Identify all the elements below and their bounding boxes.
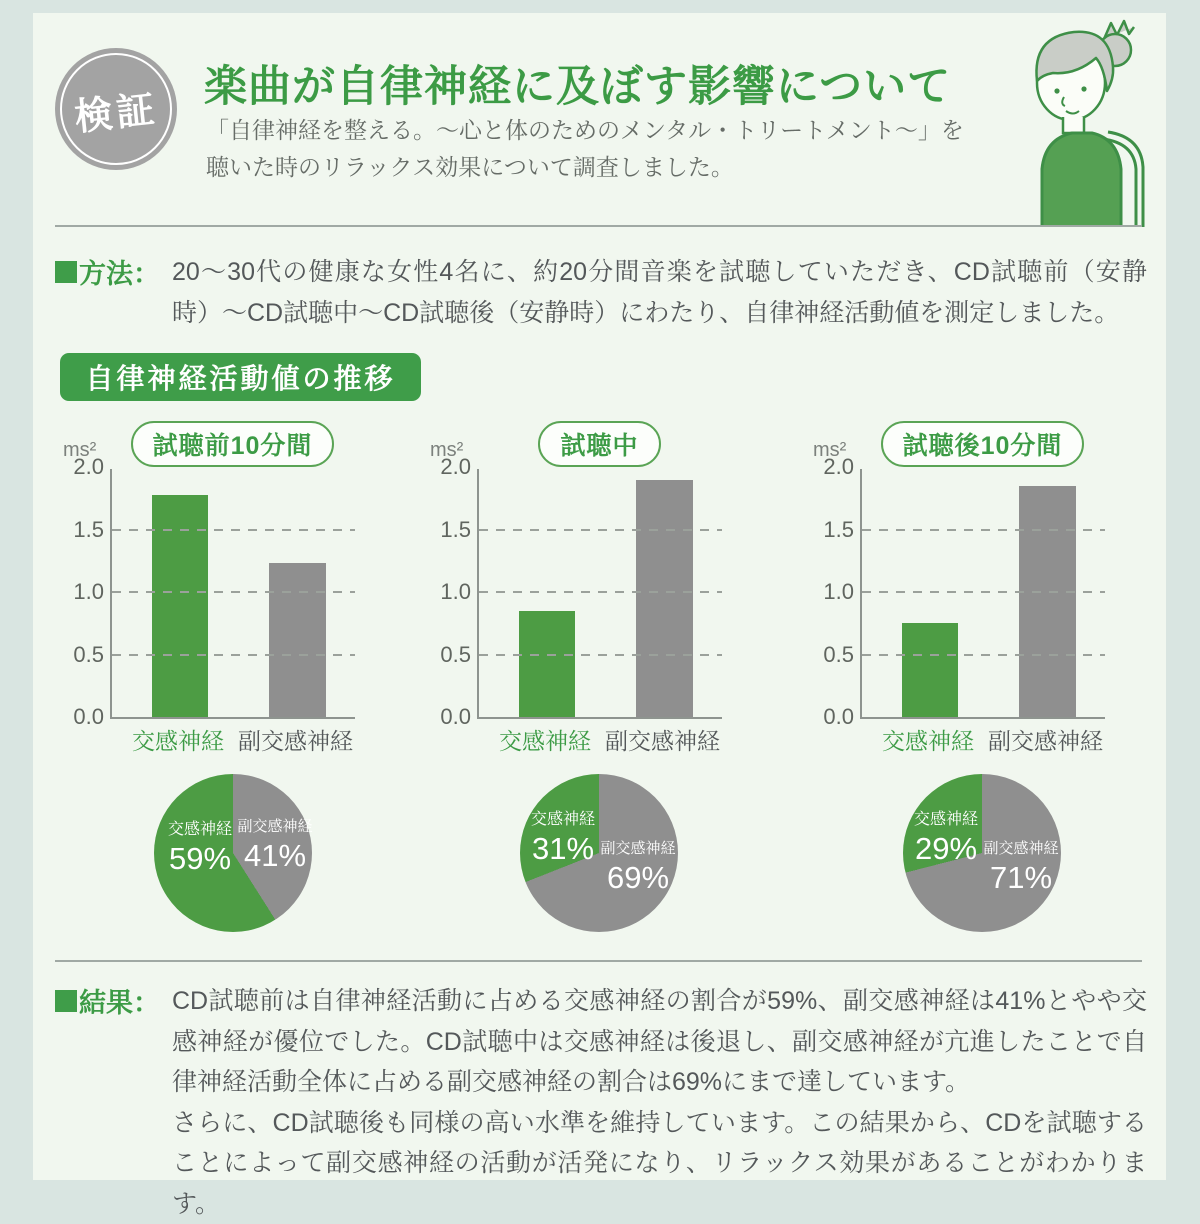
bar-chart-before bbox=[55, 421, 360, 753]
y-tick-label: 1.5 bbox=[60, 517, 104, 543]
chart-period-badge: 試聴後10分間 bbox=[881, 421, 1085, 467]
pie-slice-parasympathetic: 副交感神経 71% bbox=[977, 840, 1065, 898]
bar-chart-during bbox=[422, 421, 727, 753]
bar-sympathetic bbox=[519, 611, 575, 717]
y-tick-label: 0.0 bbox=[60, 704, 104, 730]
x-label-parasympathetic: 副交感神経 bbox=[236, 723, 355, 756]
pie-chart-during bbox=[520, 774, 678, 932]
method-bullet-icon bbox=[55, 261, 77, 283]
gridline bbox=[862, 591, 1105, 593]
y-axis-unit: ms² bbox=[813, 439, 846, 462]
pie-chart-after bbox=[903, 774, 1061, 932]
section-banner: 自律神経活動値の推移 bbox=[60, 353, 421, 401]
bar-parasympathetic bbox=[1019, 486, 1076, 717]
result-label bbox=[55, 981, 160, 1020]
seated-woman-illustration bbox=[1008, 17, 1160, 227]
gridline bbox=[112, 654, 355, 656]
y-tick-label: 0.5 bbox=[60, 642, 104, 668]
verification-badge-label: 検証 bbox=[71, 77, 160, 140]
gridline bbox=[862, 529, 1105, 531]
y-axis-unit: ms² bbox=[63, 439, 96, 462]
bar-chart-after bbox=[805, 421, 1110, 753]
x-label-parasympathetic: 副交感神経 bbox=[986, 723, 1105, 756]
chart-period-badge: 試聴中 bbox=[538, 421, 660, 467]
bar-plot-area bbox=[477, 469, 722, 719]
method-label bbox=[55, 252, 160, 291]
gridline bbox=[112, 591, 355, 593]
page-subtitle-line2: 聴いた時のリラックス効果について調査しました。 bbox=[206, 149, 964, 186]
y-tick-label: 2.0 bbox=[60, 454, 104, 480]
y-tick-label: 2.0 bbox=[427, 454, 471, 480]
result-paragraph-1: CD試聴前は自律神経活動に占める交感神経の割合が59%、副交感神経は41%とやや交感神経が優位でした。CD試聴中は交感神経は後退し、副交感神経が亢進したことで自律神経活動全体に占める副交感神経の割合は69%にまで達しています。 bbox=[172, 981, 1147, 1103]
header-divider bbox=[55, 225, 1142, 227]
page-subtitle-line1: 「自律神経を整える。〜心と体のためのメンタル・トリートメント〜」を bbox=[206, 112, 964, 149]
bar-parasympathetic bbox=[269, 563, 326, 717]
content-area bbox=[33, 13, 1166, 1180]
chart-period-badge: 試聴前10分間 bbox=[131, 421, 335, 467]
gridline bbox=[862, 654, 1105, 656]
result-label-text: 結果： bbox=[79, 981, 160, 1020]
y-tick-label: 0.0 bbox=[427, 704, 471, 730]
y-tick-label: 0.5 bbox=[810, 642, 854, 668]
y-tick-label: 0.5 bbox=[427, 642, 471, 668]
x-label-parasympathetic: 副交感神経 bbox=[603, 723, 722, 756]
pie-slice-parasympathetic: 副交感神経 41% bbox=[236, 818, 314, 876]
result-bullet-icon bbox=[55, 990, 77, 1012]
y-tick-label: 0.0 bbox=[810, 704, 854, 730]
pie-slice-sympathetic: 交感神経 29% bbox=[903, 810, 989, 869]
gridline bbox=[479, 529, 722, 531]
bar-plot-area bbox=[110, 469, 355, 719]
x-label-sympathetic: 交感神経 bbox=[872, 723, 984, 756]
pie-slice-sympathetic: 交感神経 59% bbox=[156, 820, 244, 879]
bar-parasympathetic bbox=[636, 480, 693, 718]
y-tick-label: 1.5 bbox=[427, 517, 471, 543]
y-tick-label: 1.0 bbox=[810, 579, 854, 605]
gridline bbox=[479, 654, 722, 656]
method-section bbox=[55, 252, 1147, 333]
method-label-text: 方法： bbox=[79, 252, 160, 291]
gridline bbox=[479, 591, 722, 593]
method-text: 20〜30代の健康な女性4名に、約20分間音楽を試聴していただき、CD試聴前（安静時）〜CD試聴中〜CD試聴後（安静時）にわたり、自律神経活動値を測定しました。 bbox=[172, 252, 1147, 333]
result-text bbox=[172, 981, 1147, 1224]
page-title: 楽曲が自律神経に及ぼす影響について bbox=[204, 53, 951, 114]
page-subtitle bbox=[206, 112, 964, 186]
y-tick-label: 2.0 bbox=[810, 454, 854, 480]
pie-chart-before bbox=[154, 774, 312, 932]
y-tick-label: 1.5 bbox=[810, 517, 854, 543]
x-label-sympathetic: 交感神経 bbox=[489, 723, 601, 756]
result-divider bbox=[55, 960, 1142, 962]
y-tick-label: 1.0 bbox=[60, 579, 104, 605]
verification-badge bbox=[55, 48, 177, 170]
x-label-sympathetic: 交感神経 bbox=[122, 723, 234, 756]
bar-sympathetic bbox=[902, 623, 958, 717]
pie-slice-sympathetic: 交感神経 31% bbox=[520, 810, 606, 869]
gridline bbox=[112, 529, 355, 531]
bar-plot-area bbox=[860, 469, 1105, 719]
y-tick-label: 1.0 bbox=[427, 579, 471, 605]
y-axis-unit: ms² bbox=[430, 439, 463, 462]
result-section bbox=[55, 981, 1147, 1224]
result-paragraph-2: さらに、CD試聴後も同様の高い水準を維持しています。この結果から、CDを試聴することによって副交感神経の活動が活発になり、リラックス効果があることがわかります。 bbox=[172, 1103, 1147, 1224]
pie-slice-parasympathetic: 副交感神経 69% bbox=[594, 840, 682, 898]
